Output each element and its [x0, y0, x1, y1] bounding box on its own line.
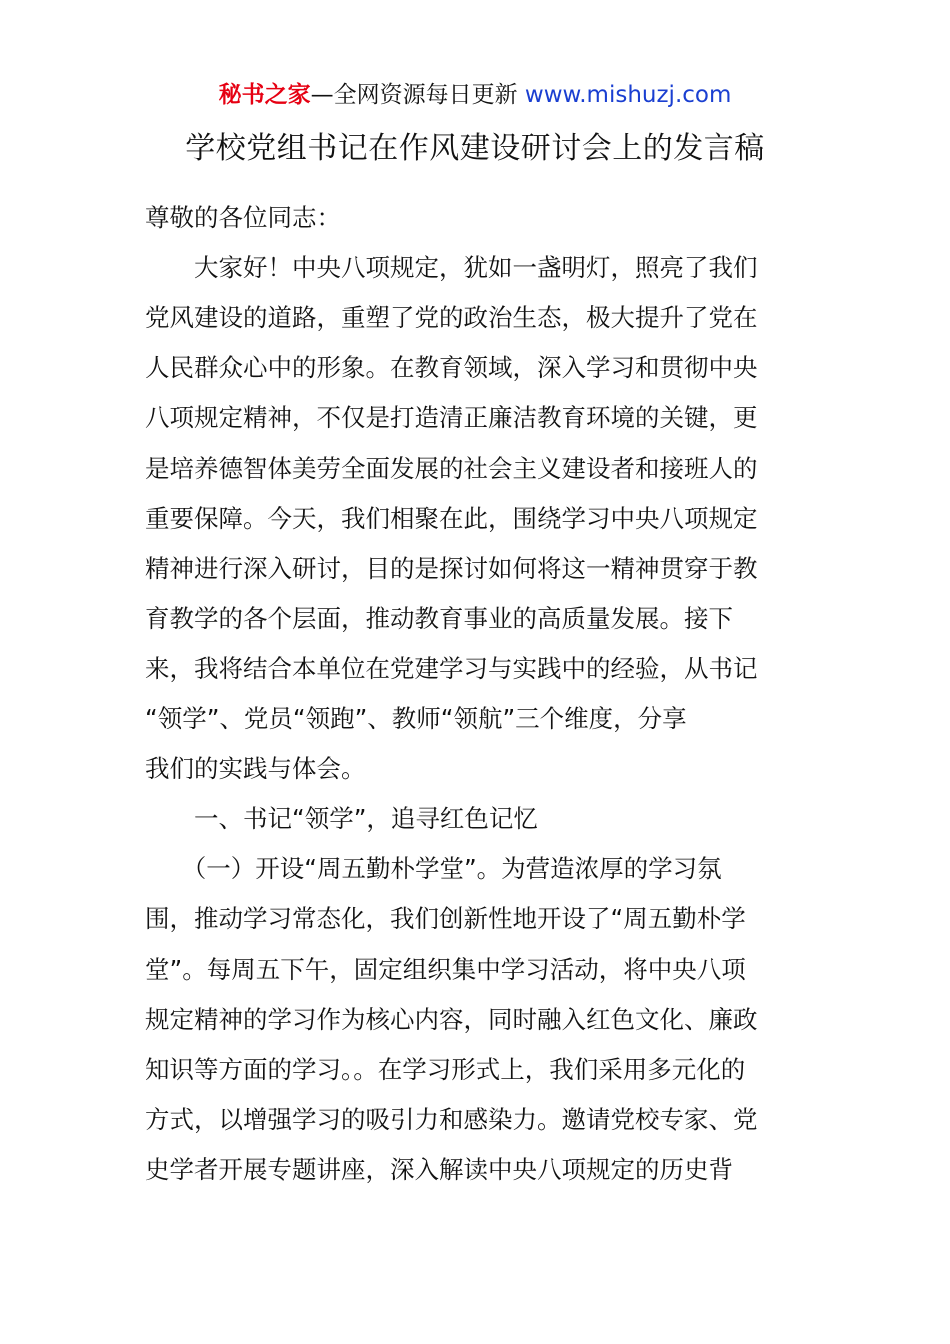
paragraph-line: 我们的实践与体会。 [145, 754, 366, 784]
paragraph-line: 尊敬的各位同志： [145, 203, 341, 232]
paragraph-line: 八项规定精神，不仅是打造清正廉洁教育环境的关键，更 [145, 403, 758, 433]
paragraph-line: 来，我将结合本单位在党建学习与实践中的经验，从书记 [145, 653, 758, 683]
paragraph-line: 方式，以增强学习的吸引力和感染力。邀请党校专家、党 [145, 1104, 758, 1134]
paragraph-line: 精神进行深入研讨，目的是探讨如何将这一精神贯穿于教 [145, 553, 758, 583]
paragraph-line: 大家好！中央八项规定，犹如一盏明灯，照亮了我们 [145, 253, 758, 283]
paragraph-line: 是培养德智体美劳全面发展的社会主义建设者和接班人的 [145, 453, 758, 483]
site-url-link[interactable]: www.mishuzj.com [524, 82, 732, 108]
paragraph-line: 围，推动学习常态化，我们创新性地开设了“周五勤朴学 [145, 904, 746, 934]
paragraph-line: 堂”。每周五下午，固定组织集中学习活动，将中央八项 [145, 954, 746, 984]
site-slogan: —全网资源每日更新 [310, 82, 518, 108]
paragraph-line: 党风建设的道路，重塑了党的政治生态，极大提升了党在 [145, 303, 758, 333]
paragraph-line: 人民群众心中的形象。在教育领域，深入学习和贯彻中央 [145, 353, 758, 383]
paragraph-line: 一、书记“领学”，追寻红色记忆 [145, 804, 538, 834]
site-brand: 秘书之家 [218, 82, 311, 108]
paragraph-line: 知识等方面的学习。。在学习形式上，我们采用多元化的 [145, 1054, 746, 1084]
paragraph-line: 史学者开展专题讲座，深入解读中央八项规定的历史背 [145, 1154, 733, 1184]
paragraph-line: 重要保障。今天，我们相聚在此，围绕学习中央八项规定 [145, 503, 758, 533]
paragraph-line: 规定精神的学习作为核心内容，同时融入红色文化、廉政 [145, 1004, 758, 1034]
site-banner [0, 78, 950, 112]
document-title: 学校党组书记在作风建设研讨会上的发言稿 [185, 131, 765, 166]
paragraph-line: “领学”、党员“领跑”、教师“领航”三个维度，分享 [145, 704, 687, 733]
paragraph-line: （一）开设“周五勤朴学堂”。为营造浓厚的学习氛 [145, 854, 722, 884]
paragraph-line: 育教学的各个层面，推动教育事业的高质量发展。接下 [145, 603, 733, 633]
